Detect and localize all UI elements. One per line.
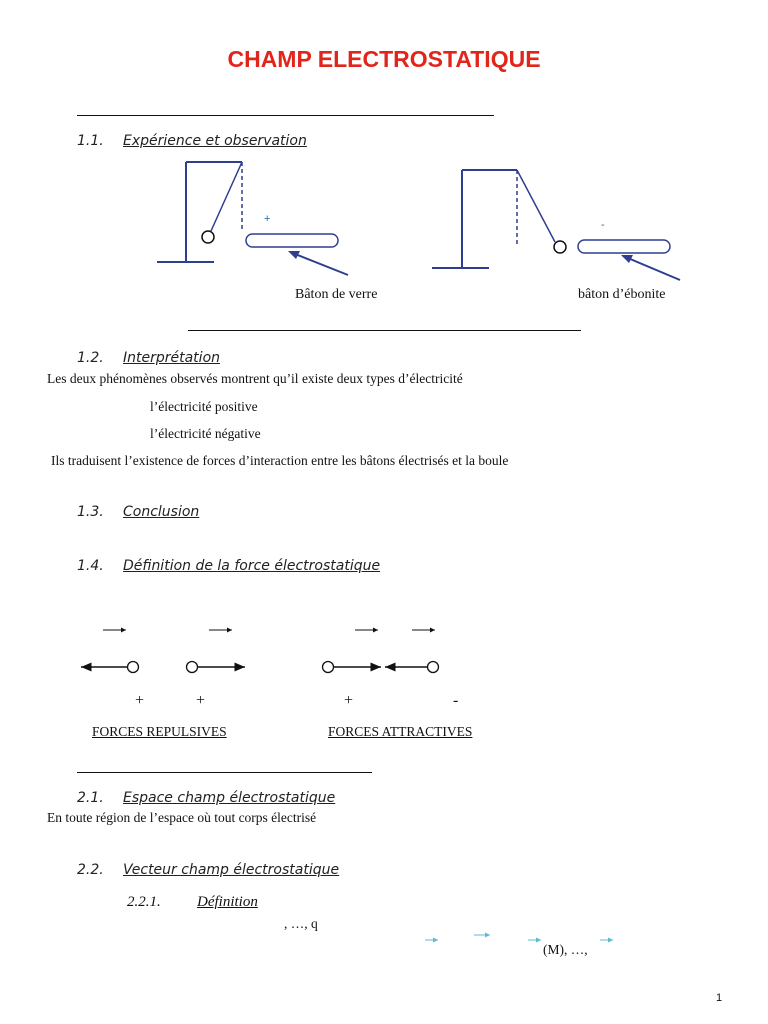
charge-sign-4: - [453, 692, 459, 709]
section-2-1-title: Espace champ électrostatique [123, 790, 336, 806]
ebonite-rod-label: bâton d’ébonite [578, 287, 666, 302]
attractive-forces-label: FORCES ATTRACTIVES [328, 724, 473, 739]
glass-rod-label: Bâton de verre [295, 287, 378, 302]
section-2-2-1-number: 2.2.1. [127, 894, 161, 910]
section-2-1-number: 2.1. [77, 790, 104, 806]
section-1-4-number: 1.4. [77, 558, 104, 574]
page-number: 1 [716, 992, 723, 1004]
interpretation-line-3: l’électricité négative [150, 426, 261, 441]
interpretation-line-1: Les deux phénomènes observés montrent qu’il existe deux types d’électricité [47, 371, 463, 386]
charge-sign-2: + [196, 692, 206, 709]
section-1-1-number: 1.1. [77, 133, 104, 149]
section-1-2-title: Interprétation [123, 350, 221, 366]
section-1-1-title: Expérience et observation [123, 133, 307, 149]
ebonite-charge-sign: - [601, 219, 605, 231]
glass-charge-sign: + [264, 213, 271, 225]
definition-fragment-2: (M), …, [543, 942, 588, 957]
interpretation-line-4: Ils traduisent l’existence de forces d’interaction entre les bâtons électrisés et la boule [51, 453, 509, 468]
repulsive-forces-label: FORCES REPULSIVES [92, 724, 227, 739]
charge-sign-1: + [135, 692, 145, 709]
section-1-2-number: 1.2. [77, 350, 104, 366]
section-1-3-title: Conclusion [123, 504, 200, 520]
section-2-2-1-title: Définition [197, 894, 258, 910]
section-1-4-title: Définition de la force électrostatique [123, 558, 381, 574]
definition-fragment-1: , …, q [284, 916, 318, 931]
page-title: CHAMP ELECTROSTATIQUE [227, 46, 541, 72]
section-1-3-number: 1.3. [77, 504, 104, 520]
section-2-2-number: 2.2. [77, 862, 104, 878]
charge-sign-3: + [344, 692, 354, 709]
interpretation-line-2: l’électricité positive [150, 399, 258, 414]
space-text: En toute région de l’espace où tout corps électrisé [47, 810, 317, 825]
section-2-2-title: Vecteur champ électrostatique [123, 862, 340, 878]
